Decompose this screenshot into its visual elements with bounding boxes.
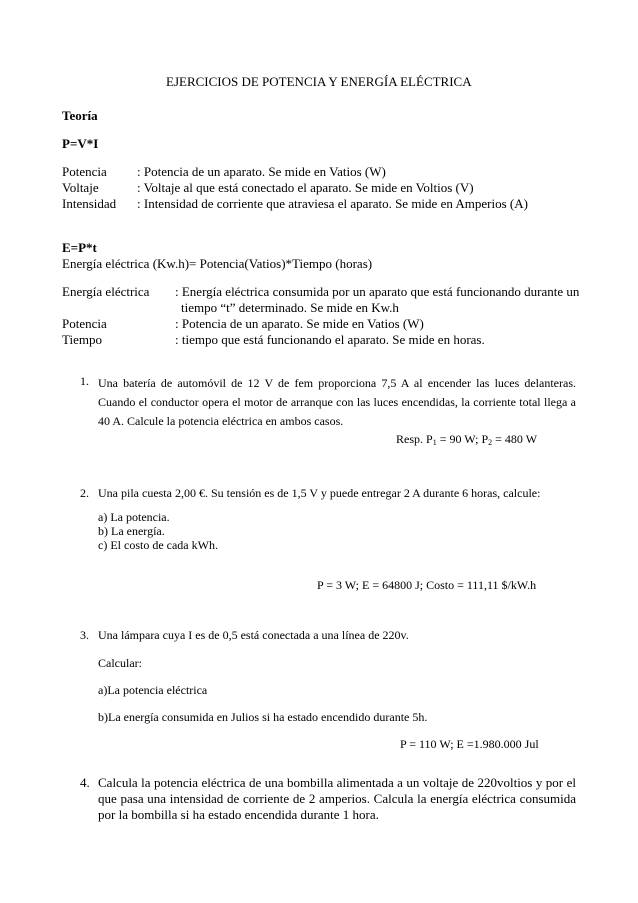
def-desc-continued: tiempo “t” determinado. Se mide en Kw.h bbox=[181, 300, 399, 315]
exercise-calc-label: Calcular: bbox=[98, 656, 142, 670]
exercise-item: a)La potencia eléctrica bbox=[98, 683, 208, 697]
exercise-text: Una batería de automóvil de 12 V de fem proporciona 7,5 A al encender las luces delanteras. Cuando el conductor opera el motor de arranque con las luces encendidas, la corriente total llega a 40 A. Calcule la potencia eléctrica en ambos casos. bbox=[98, 376, 576, 428]
exercise-item: c) El costo de cada kWh. bbox=[98, 538, 218, 552]
def-desc: : Voltaje al que está conectado el aparato. Se mide en Voltios (V) bbox=[137, 180, 474, 195]
def-term: Potencia bbox=[62, 164, 107, 179]
def-term: Intensidad bbox=[62, 196, 117, 211]
def-term: Energía eléctrica bbox=[62, 284, 150, 299]
theory-heading: Teoría bbox=[62, 108, 98, 123]
exercise-answer: P = 110 W; E =1.980.000 Jul bbox=[400, 737, 539, 751]
exercise-item: b)La energía consumida en Julios si ha estado encendido durante 5h. bbox=[98, 710, 428, 724]
formula-energy: E=P*t bbox=[62, 240, 97, 255]
exercise-item: b) La energía. bbox=[98, 524, 165, 538]
page-title: EJERCICIOS DE POTENCIA Y ENERGÍA ELÉCTRICA bbox=[166, 74, 472, 89]
formula-power: P=V*I bbox=[62, 136, 99, 151]
exercise-text: Una pila cuesta 2,00 €. Su tensión es de 1,5 V y puede entregar 2 A durante 6 horas, calcule: bbox=[98, 486, 541, 500]
exercise-answer: P = 3 W; E = 64800 J; Costo = 111,11 $/kW.h bbox=[317, 578, 537, 592]
exercise-text: Calcula la potencia eléctrica de una bombilla alimentada a un voltaje de 220voltios y por el que pasa una intensidad de corriente de 2 amperios. Calcula la energía eléctrica consumida por la bombilla si ha estado encendida durante 1 hora. bbox=[98, 775, 576, 822]
exercise-number: 1. bbox=[80, 374, 89, 388]
formula-energy-desc: Energía eléctrica (Kw.h)= Potencia(Vatios)*Tiempo (horas) bbox=[62, 256, 373, 271]
exercise-number: 3. bbox=[80, 628, 89, 642]
exercise-text: Una lámpara cuya I es de 0,5 está conectada a una línea de 220v. bbox=[98, 628, 409, 642]
exercise-number: 2. bbox=[80, 486, 89, 500]
def-desc: : Energía eléctrica consumida por un aparato que está funcionando durante un bbox=[175, 284, 580, 299]
def-term: Voltaje bbox=[62, 180, 99, 195]
def-desc: : Potencia de un aparato. Se mide en Vatios (W) bbox=[175, 316, 424, 331]
def-term: Potencia bbox=[62, 316, 107, 331]
exercise-answer: Resp. $P_1 = 90$ W; $P_2 = 480$ W bbox=[396, 432, 538, 447]
def-term: Tiempo bbox=[62, 332, 102, 347]
exercise-item: a) La potencia. bbox=[98, 510, 170, 524]
exercise-number: 4. bbox=[80, 775, 90, 790]
def-desc: : Potencia de un aparato. Se mide en Vatios (W) bbox=[137, 164, 386, 179]
def-desc: : Intensidad de corriente que atraviesa el aparato. Se mide en Amperios (A) bbox=[137, 196, 528, 211]
def-desc: : tiempo que está funcionando el aparato. Se mide en horas. bbox=[175, 332, 485, 347]
